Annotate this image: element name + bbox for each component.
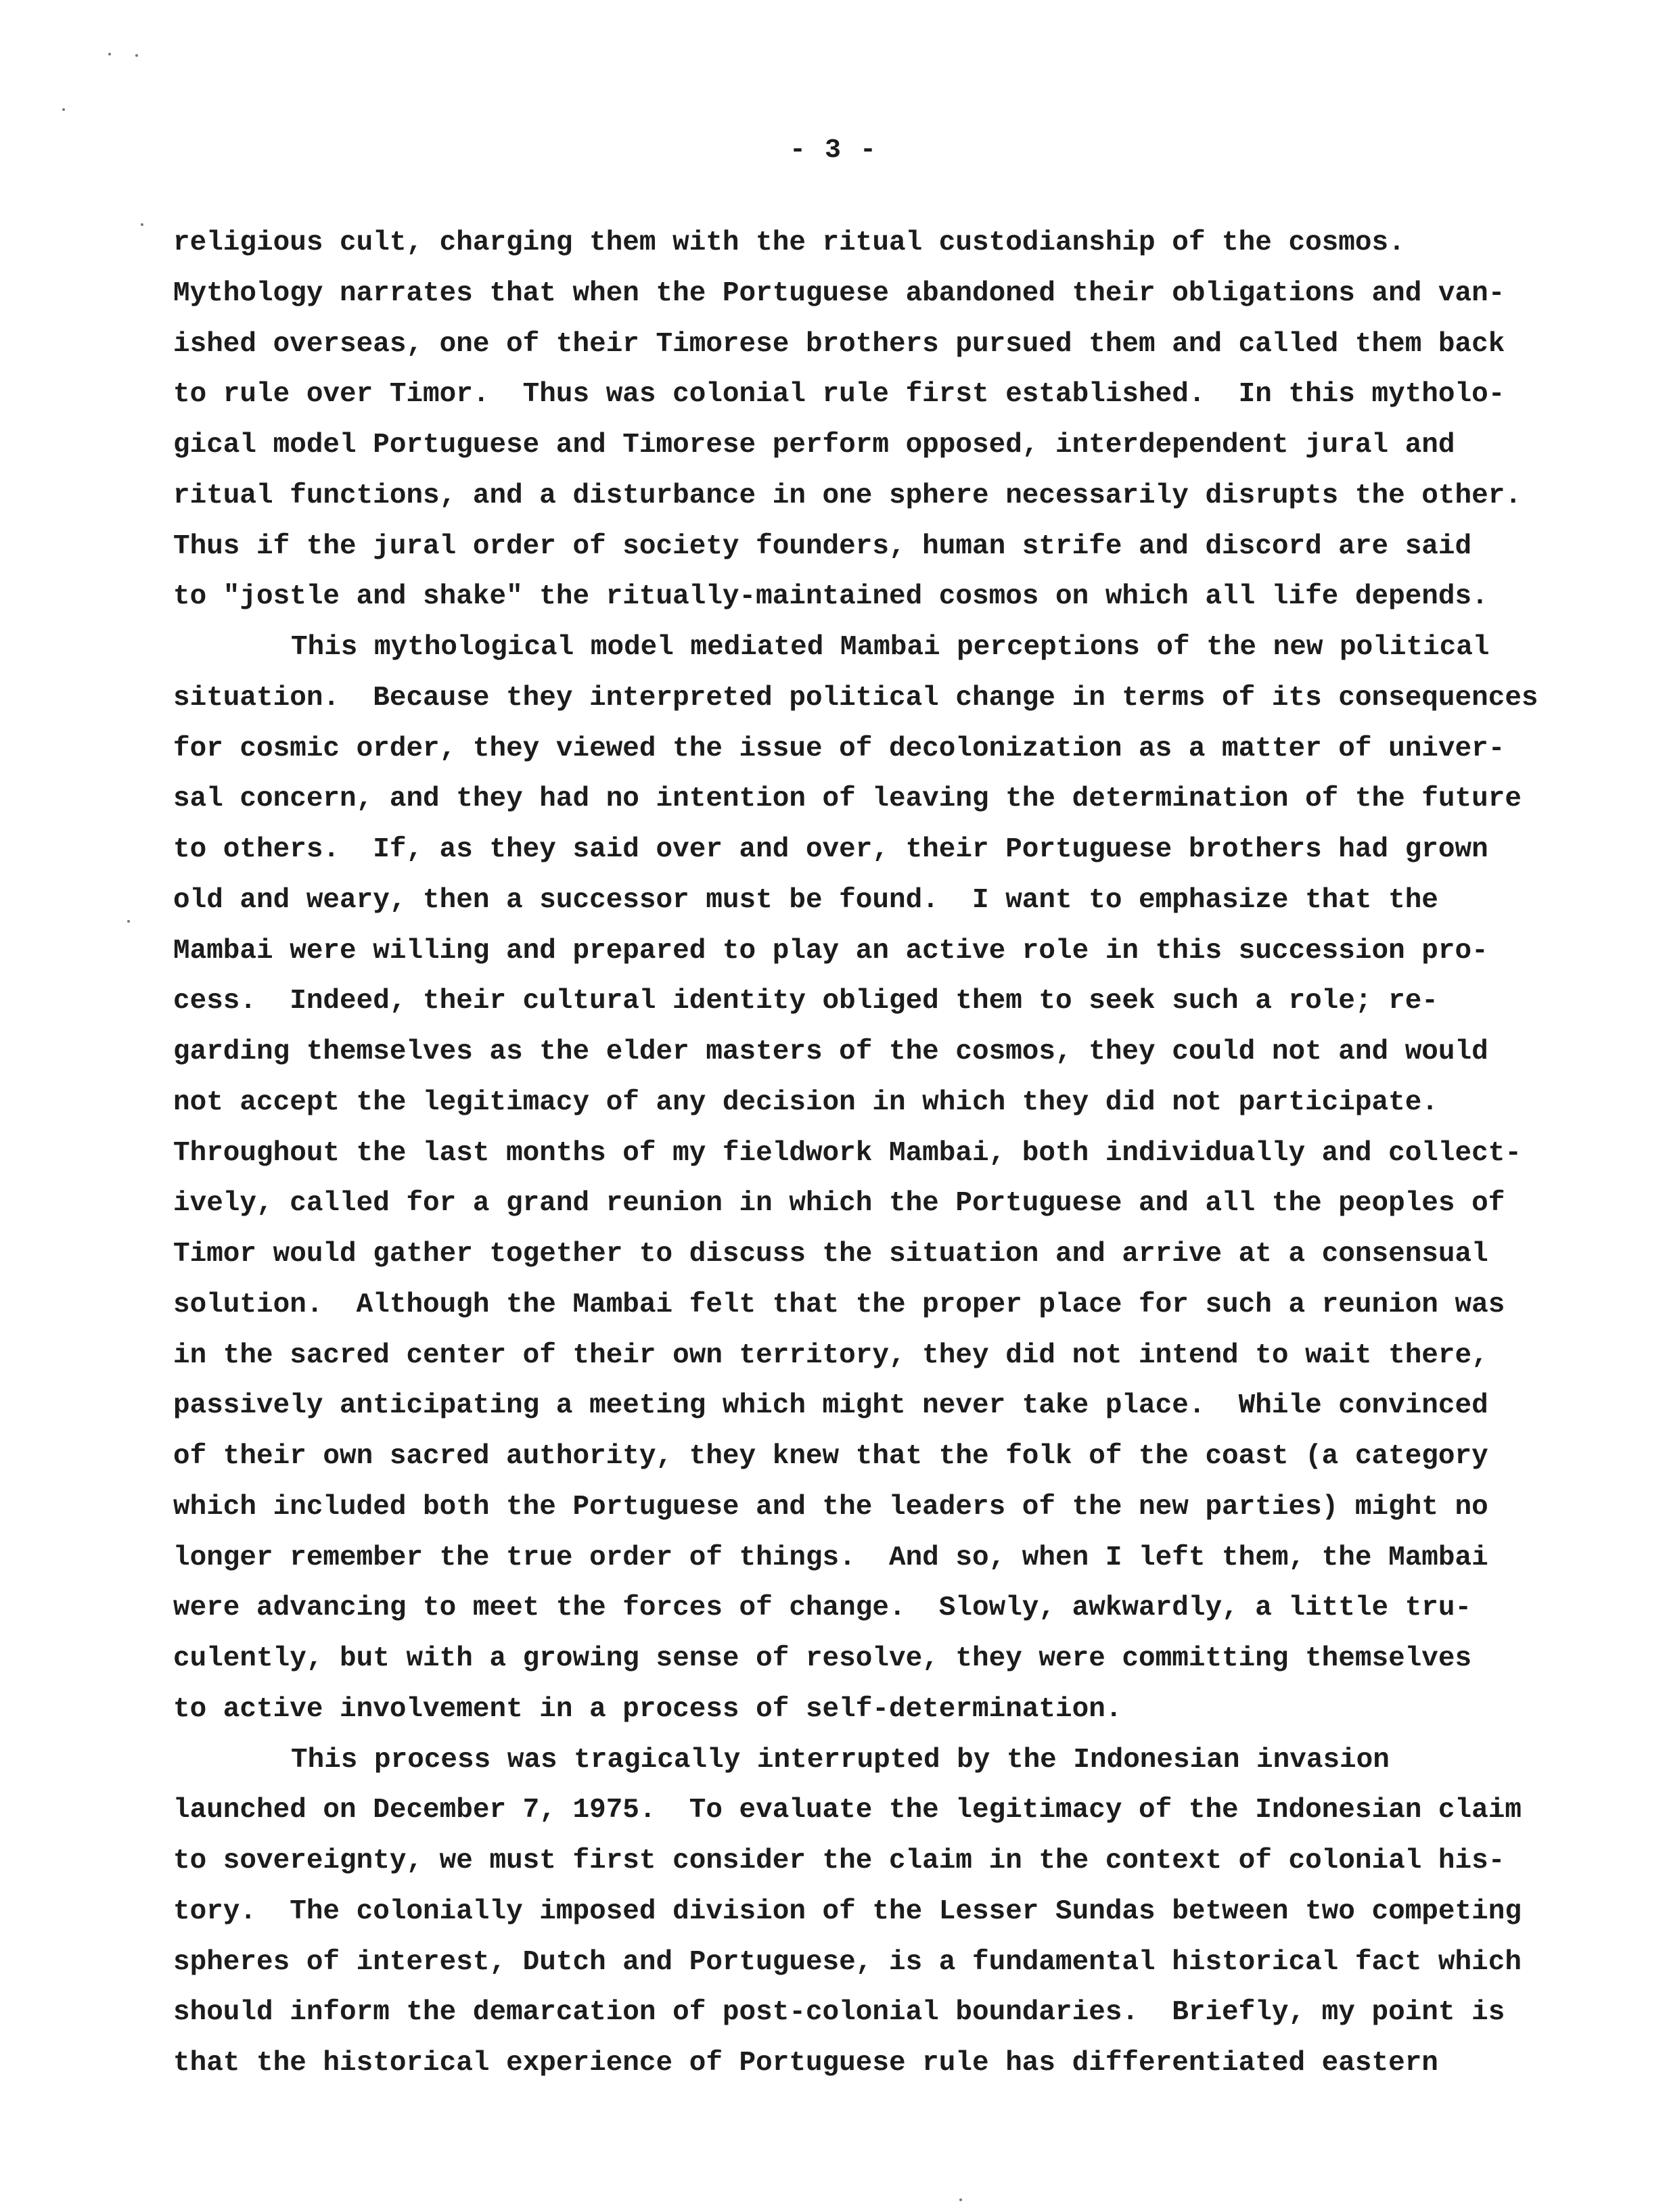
text-line: in the sacred center of their own territory, they did not intend to wait there, bbox=[173, 1339, 1488, 1371]
text-line: gical model Portuguese and Timorese perform opposed, interdependent jural and bbox=[173, 430, 1455, 461]
text-line: were advancing to meet the forces of change. Slowly, awkwardly, a little tru- bbox=[173, 1592, 1472, 1624]
text-line: of their own sacred authority, they knew that the folk of the coast (a category bbox=[173, 1441, 1488, 1472]
text-line: not accept the legitimacy of any decision in which they did not participate. bbox=[173, 1086, 1438, 1118]
text-line: longer remember the true order of things. And so, when I left them, the Mambai bbox=[173, 1542, 1488, 1573]
scan-speck bbox=[959, 2198, 962, 2201]
text-line: ively, called for a grand reunion in which the Portuguese and all the peoples of bbox=[173, 1188, 1505, 1220]
text-line: garding themselves as the elder masters of the cosmos, they could not and would bbox=[173, 1036, 1488, 1067]
text-line: cess. Indeed, their cultural identity obliged them to seek such a role; re- bbox=[173, 986, 1438, 1017]
scan-speck bbox=[62, 108, 65, 111]
text-line: culently, but with a growing sense of resolve, they were committing themselves bbox=[173, 1643, 1472, 1674]
scan-speck bbox=[127, 920, 130, 923]
text-line: This process was tragically interrupted by the Indonesian invasion bbox=[291, 1744, 1390, 1776]
text-line: should inform the demarcation of post-colonial boundaries. Briefly, my point is bbox=[173, 1997, 1505, 2029]
text-line: ished overseas, one of their Timorese brothers pursued them and called them back bbox=[173, 328, 1505, 360]
text-line: that the historical experience of Portuguese rule has differentiated eastern bbox=[173, 2048, 1438, 2079]
text-line: Thus if the jural order of society founders, human strife and discord are said bbox=[173, 530, 1472, 562]
text-line: religious cult, charging them with the ritual custodianship of the cosmos. bbox=[173, 227, 1405, 258]
text-line: for cosmic order, they viewed the issue of decolonization as a matter of univer- bbox=[173, 733, 1505, 764]
page-number: - 3 - bbox=[789, 135, 878, 166]
text-line: to sovereignty, we must first consider the claim in the context of colonial his- bbox=[173, 1845, 1505, 1876]
text-line: Timor would gather together to discuss the situation and arrive at a consensual bbox=[173, 1239, 1488, 1270]
text-line: situation. Because they interpreted political change in terms of its consequences bbox=[173, 682, 1538, 714]
text-line: passively anticipating a meeting which might never take place. While convinced bbox=[173, 1390, 1488, 1422]
text-line: sal concern, and they had no intention of leaving the determination of the future bbox=[173, 783, 1522, 815]
text-line: This mythological model mediated Mambai perceptions of the new political bbox=[291, 632, 1490, 663]
scan-speck bbox=[141, 223, 143, 226]
text-line: to others. If, as they said over and over, their Portuguese brothers had grown bbox=[173, 834, 1488, 865]
text-line: to active involvement in a process of self-determination. bbox=[173, 1693, 1122, 1725]
text-line: tory. The colonially imposed division of the Lesser Sundas between two competing bbox=[173, 1895, 1522, 1927]
text-line: Throughout the last months of my fieldwork Mambai, both individually and collect- bbox=[173, 1137, 1522, 1169]
text-line: ritual functions, and a disturbance in one sphere necessarily disrupts the other. bbox=[173, 480, 1522, 511]
text-line: spheres of interest, Dutch and Portuguese, is a fundamental historical fact which bbox=[173, 1946, 1522, 1978]
scan-speck bbox=[108, 53, 111, 55]
text-line: launched on December 7, 1975. To evaluate the legitimacy of the Indonesian claim bbox=[173, 1795, 1522, 1826]
text-line: solution. Although the Mambai felt that the proper place for such a reunion was bbox=[173, 1289, 1505, 1320]
text-line: Mambai were willing and prepared to play an active role in this succession pro- bbox=[173, 935, 1488, 967]
text-line: Mythology narrates that when the Portuguese abandoned their obligations and van- bbox=[173, 277, 1505, 309]
text-line: old and weary, then a successor must be found. I want to emphasize that the bbox=[173, 884, 1438, 916]
scan-speck bbox=[135, 54, 138, 57]
text-line: to "jostle and shake" the ritually-maintained cosmos on which all life depends. bbox=[173, 581, 1488, 613]
body-text bbox=[173, 218, 1567, 2089]
text-line: to rule over Timor. Thus was colonial rule first established. In this mytholo- bbox=[173, 379, 1505, 411]
text-line: which included both the Portuguese and the leaders of the new parties) might no bbox=[173, 1491, 1488, 1523]
